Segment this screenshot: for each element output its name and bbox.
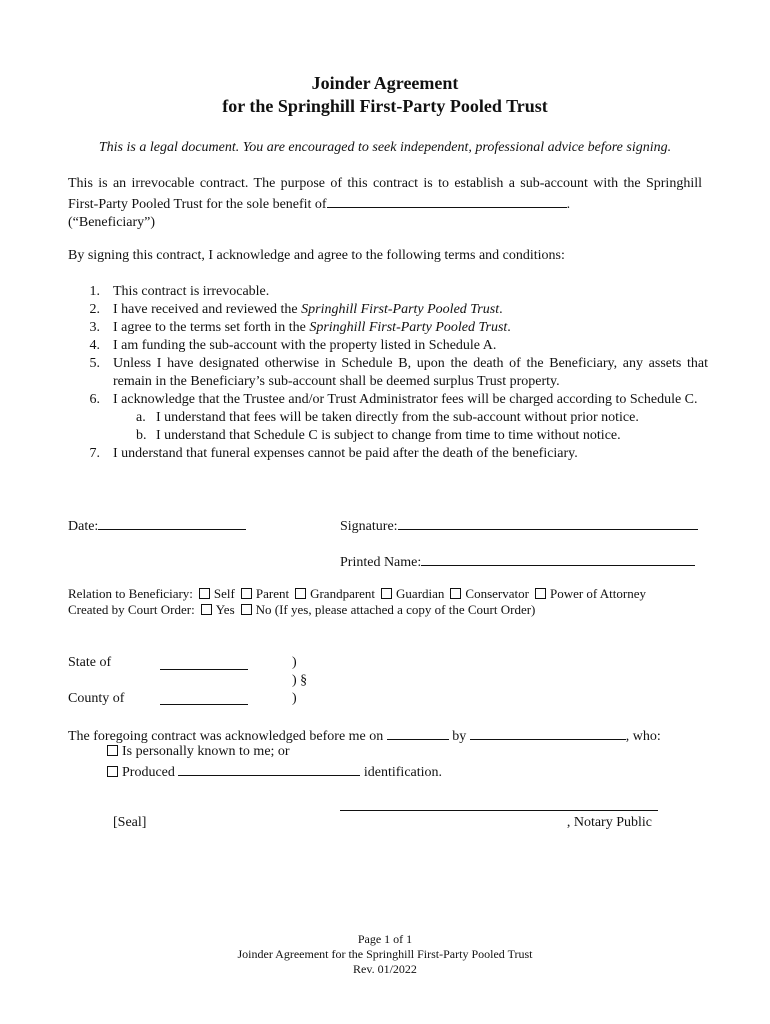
list-item: 7. I understand that funeral expenses cannot be paid after the death of the beneficiary. xyxy=(89,446,578,461)
acknowledged-by-field[interactable] xyxy=(470,725,626,740)
signature-field[interactable] xyxy=(398,515,698,530)
self-checkbox[interactable] xyxy=(199,588,210,599)
list-item: 3. I agree to the terms set forth in the Springhill First-Party Pooled Trust. xyxy=(89,320,511,335)
venue-bracket: ) xyxy=(292,691,297,706)
list-item: 2. I have received and reviewed the Springhill First-Party Pooled Trust. xyxy=(89,302,503,317)
list-item: a. I understand that fees will be taken directly from the sub-account without prior notice. xyxy=(136,410,639,425)
power-of-attorney-checkbox[interactable] xyxy=(535,588,546,599)
guardian-checkbox[interactable] xyxy=(381,588,392,599)
venue-bracket-section: ) § xyxy=(292,673,308,688)
parent-checkbox[interactable] xyxy=(241,588,252,599)
printed-name-row xyxy=(340,551,695,572)
seal-label: [Seal] xyxy=(113,815,147,830)
terms-list xyxy=(68,283,708,463)
grandparent-checkbox[interactable] xyxy=(295,588,306,599)
legal-notice: This is a legal document. You are encouraged to seek independent, professional advice before signing. xyxy=(98,140,672,155)
beneficiary-label: (“Beneficiary”) xyxy=(68,215,156,230)
state-label: State of xyxy=(68,655,112,670)
date-field[interactable] xyxy=(98,515,246,530)
identification-field[interactable] xyxy=(178,761,360,776)
state-field[interactable] xyxy=(160,655,248,670)
court-yes-checkbox[interactable] xyxy=(201,604,212,615)
county-field[interactable] xyxy=(160,690,248,705)
list-item: 4. I am funding the sub-account with the property listed in Schedule A. xyxy=(89,338,497,353)
intro-paragraph xyxy=(68,175,702,232)
beneficiary-name-field[interactable] xyxy=(327,193,567,208)
date-row xyxy=(68,515,246,536)
conservator-checkbox[interactable] xyxy=(450,588,461,599)
personally-known-checkbox[interactable] xyxy=(107,745,118,756)
county-label: County of xyxy=(68,691,125,706)
personally-known-row: Is personally known to me; or xyxy=(107,743,290,761)
document-subtitle: for the Springhill First-Party Pooled Trust xyxy=(222,96,548,116)
printed-name-label: Printed Name: xyxy=(340,555,422,570)
court-no-checkbox[interactable] xyxy=(241,604,252,615)
list-item: 6. I acknowledge that the Trustee and/or Trust Administrator fees will be charged according to Schedule C. xyxy=(89,392,698,407)
relation-label: Relation to Beneficiary: xyxy=(68,586,193,601)
printed-name-field[interactable] xyxy=(421,551,695,566)
acknowledgment-row: The foregoing contract was acknowledged before me on by , who: xyxy=(68,725,661,746)
list-item: 5. Unless I have designated otherwise in Schedule B, upon the death of the Beneficiary, any assets that remain in the Beneficiary’s sub-account shall be deemed surplus Trust property. xyxy=(89,356,708,389)
acknowledge-statement: By signing this contract, I acknowledge and agree to the following terms and conditions: xyxy=(68,248,565,263)
venue-bracket: ) xyxy=(292,655,297,670)
produced-id-row: Produced identification. xyxy=(107,761,442,782)
footer-document-title: Joinder Agreement for the Springhill First-Party Pooled Trust xyxy=(237,947,533,961)
list-item: 1. This contract is irrevocable. xyxy=(89,284,270,299)
produced-id-checkbox[interactable] xyxy=(107,766,118,777)
revision-label: Rev. 01/2022 xyxy=(353,962,417,976)
date-label: Date: xyxy=(68,519,99,534)
relation-row: Relation to Beneficiary: Self Parent Grandparent Guardian Conservator Power of Attorney xyxy=(68,586,647,601)
notary-signature-line[interactable] xyxy=(340,810,658,811)
list-item: b. I understand that Schedule C is subject to change from time to time without notice. xyxy=(136,428,621,443)
court-order-label: Created by Court Order: xyxy=(68,602,195,617)
intro-text: This is an irrevocable contract. The purpose of this contract is to establish a sub-account with the Springhill First-Party Pooled Trust for the sole benefit of xyxy=(68,176,702,212)
acknowledgment-date-field[interactable] xyxy=(387,725,449,740)
page-number: Page 1 of 1 xyxy=(357,932,413,946)
signature-row xyxy=(340,515,698,536)
document-title: Joinder Agreement xyxy=(311,73,459,93)
notary-public-label: , Notary Public xyxy=(566,815,652,830)
signature-label: Signature: xyxy=(340,519,398,534)
intro-end: . xyxy=(566,197,571,212)
court-order-row: Created by Court Order: Yes No (If yes, please attached a copy of the Court Order) xyxy=(68,602,536,617)
